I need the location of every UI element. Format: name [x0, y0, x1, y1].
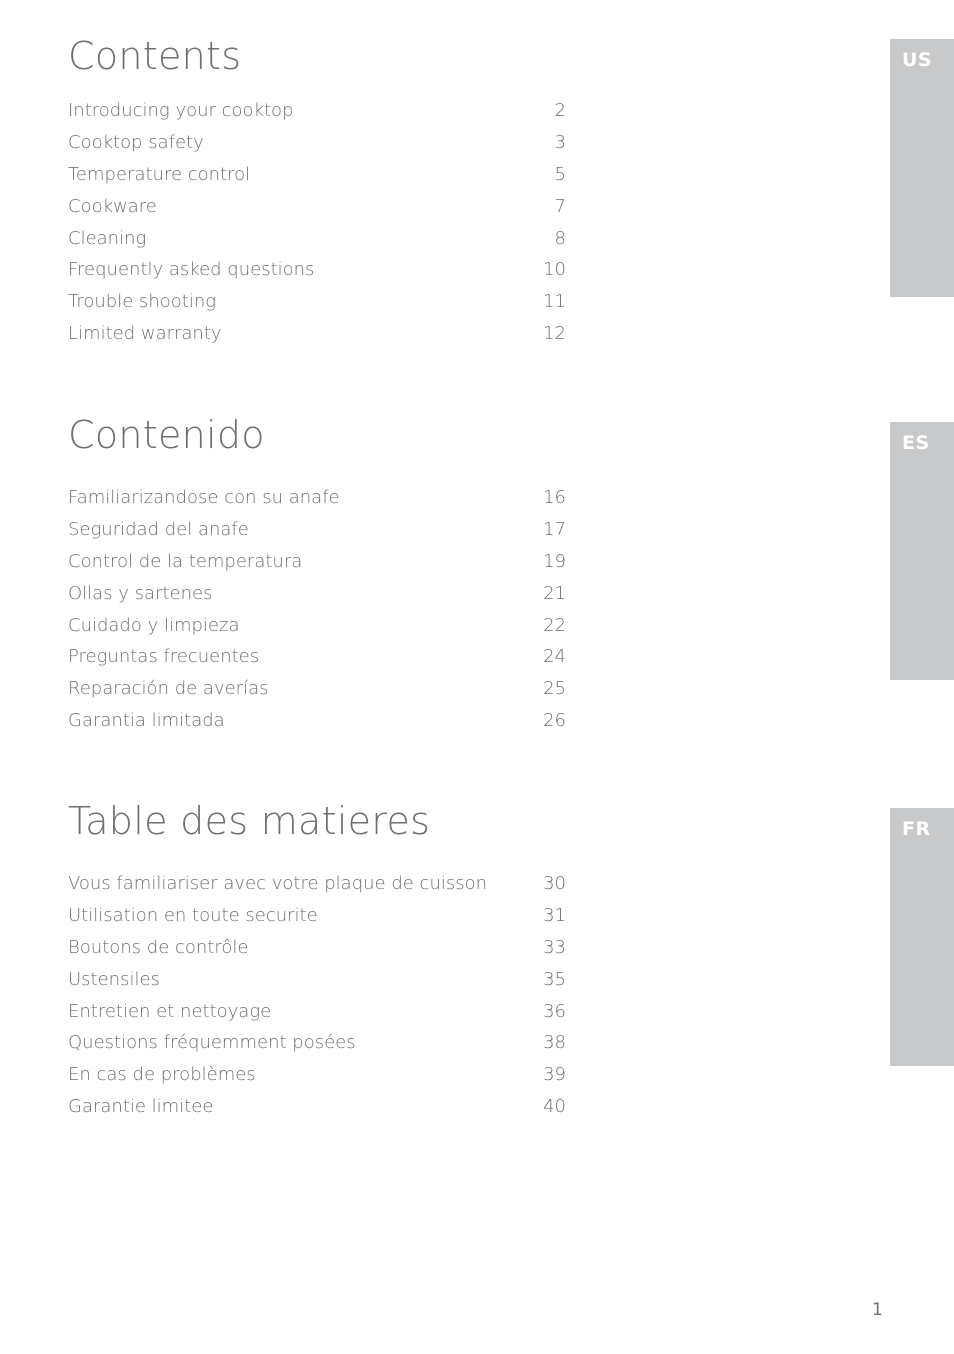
toc-entry-page: 40 [543, 1096, 566, 1118]
toc-entry[interactable] [68, 905, 566, 937]
language-tab-label: US [902, 49, 933, 71]
toc-entry-page: 11 [543, 291, 566, 313]
toc-entry[interactable] [68, 646, 566, 678]
toc-entry-label: Cooktop safety [68, 131, 204, 153]
toc-entry-page: 38 [543, 1032, 566, 1054]
toc-entry[interactable] [68, 678, 566, 710]
toc-entry-page: 35 [543, 968, 566, 990]
section-title-table-des-matieres: Table des matieres [68, 799, 431, 843]
toc-entry-page: 16 [543, 487, 566, 508]
language-tab-label: FR [902, 818, 931, 840]
toc-entry[interactable] [68, 873, 566, 905]
toc-entry-label: Seguridad del anafe [68, 518, 249, 540]
toc-entry-page: 5 [554, 163, 566, 185]
toc-entry-page: 33 [543, 936, 566, 958]
toc-entry-page: 39 [543, 1064, 566, 1086]
toc-entry-page: 31 [543, 904, 566, 926]
toc-entry-label: Boutons de contrôle [68, 936, 249, 958]
toc-entry-label: Ustensiles [68, 968, 160, 990]
toc-entry-page: 3 [554, 131, 566, 153]
toc-entry-label: Ollas y sartenes [68, 582, 213, 604]
toc-entry-label: Limited warranty [68, 323, 222, 345]
toc-entry[interactable] [68, 937, 566, 969]
toc-entry-label: Questions fréquemment posées [68, 1032, 356, 1054]
toc-entry[interactable] [68, 969, 566, 1001]
toc-entry-label: Reparación de averías [68, 678, 269, 700]
toc-section-french [68, 799, 568, 1118]
toc-entry[interactable] [68, 259, 566, 291]
toc-entry-page: 10 [543, 259, 566, 281]
toc-entry-page: 30 [543, 873, 566, 894]
toc-list-spanish [68, 487, 566, 742]
toc-entry[interactable] [68, 615, 566, 647]
toc-entry-page: 24 [543, 646, 566, 668]
toc-entry-page: 25 [543, 678, 566, 700]
toc-entry-label: Trouble shooting [68, 291, 217, 313]
toc-entry-label: Familiarizandose con su anafe [68, 487, 340, 508]
toc-entry[interactable] [68, 583, 566, 615]
toc-entry[interactable] [68, 132, 566, 164]
toc-entry[interactable] [68, 291, 566, 323]
toc-entry[interactable] [68, 228, 566, 260]
toc-entry[interactable] [68, 100, 566, 132]
toc-entry-page: 2 [554, 100, 566, 121]
toc-entry-page: 36 [543, 1000, 566, 1022]
language-tab-label: ES [902, 432, 930, 454]
toc-entry-page: 7 [554, 195, 566, 217]
toc-entry[interactable] [68, 710, 566, 742]
toc-entry[interactable] [68, 196, 566, 228]
toc-entry-label: Control de la temperatura [68, 550, 303, 572]
toc-entry-label: Frequently asked questions [68, 259, 315, 281]
language-tab-us[interactable] [890, 39, 954, 297]
toc-entry-label: Utilisation en toute securite [68, 904, 318, 926]
toc-entry-label: Introducing your cooktop [68, 100, 294, 121]
toc-entry-label: Cookware [68, 195, 157, 217]
section-title-contents: Contents [68, 34, 242, 78]
toc-entry-page: 26 [543, 710, 566, 732]
toc-entry-label: Preguntas frecuentes [68, 646, 260, 668]
toc-entry-label: Cleaning [68, 227, 147, 249]
toc-section-spanish [68, 413, 568, 732]
section-title-contenido: Contenido [68, 413, 265, 457]
toc-list-english [68, 100, 566, 355]
toc-entry-page: 21 [543, 582, 566, 604]
language-tab-es[interactable] [890, 422, 954, 680]
language-tab-fr[interactable] [890, 808, 954, 1066]
toc-entry-label: Garantia limitada [68, 710, 225, 732]
toc-entry[interactable] [68, 164, 566, 196]
toc-entry-label: Temperature control [68, 163, 251, 185]
toc-entry[interactable] [68, 1096, 566, 1128]
toc-entry-page: 19 [543, 550, 566, 572]
toc-entry[interactable] [68, 1032, 566, 1064]
toc-entry[interactable] [68, 487, 566, 519]
toc-section-english [68, 34, 568, 345]
toc-entry-label: Vous familiariser avec votre plaque de cuisson [68, 873, 488, 894]
page-number: 1 [872, 1300, 883, 1320]
toc-entry-label: Entretien et nettoyage [68, 1000, 272, 1022]
toc-entry[interactable] [68, 1064, 566, 1096]
toc-entry-page: 22 [543, 614, 566, 636]
toc-list-french [68, 873, 566, 1128]
toc-entry[interactable] [68, 551, 566, 583]
toc-entry-label: Cuidado y limpieza [68, 614, 240, 636]
toc-entry-page: 8 [554, 227, 566, 249]
toc-entry[interactable] [68, 323, 566, 355]
toc-entry-page: 12 [543, 323, 566, 345]
toc-entry[interactable] [68, 1001, 566, 1033]
toc-entry-label: En cas de problèmes [68, 1064, 256, 1086]
toc-entry[interactable] [68, 519, 566, 551]
toc-entry-label: Garantie limitee [68, 1096, 214, 1118]
toc-entry-page: 17 [543, 518, 566, 540]
